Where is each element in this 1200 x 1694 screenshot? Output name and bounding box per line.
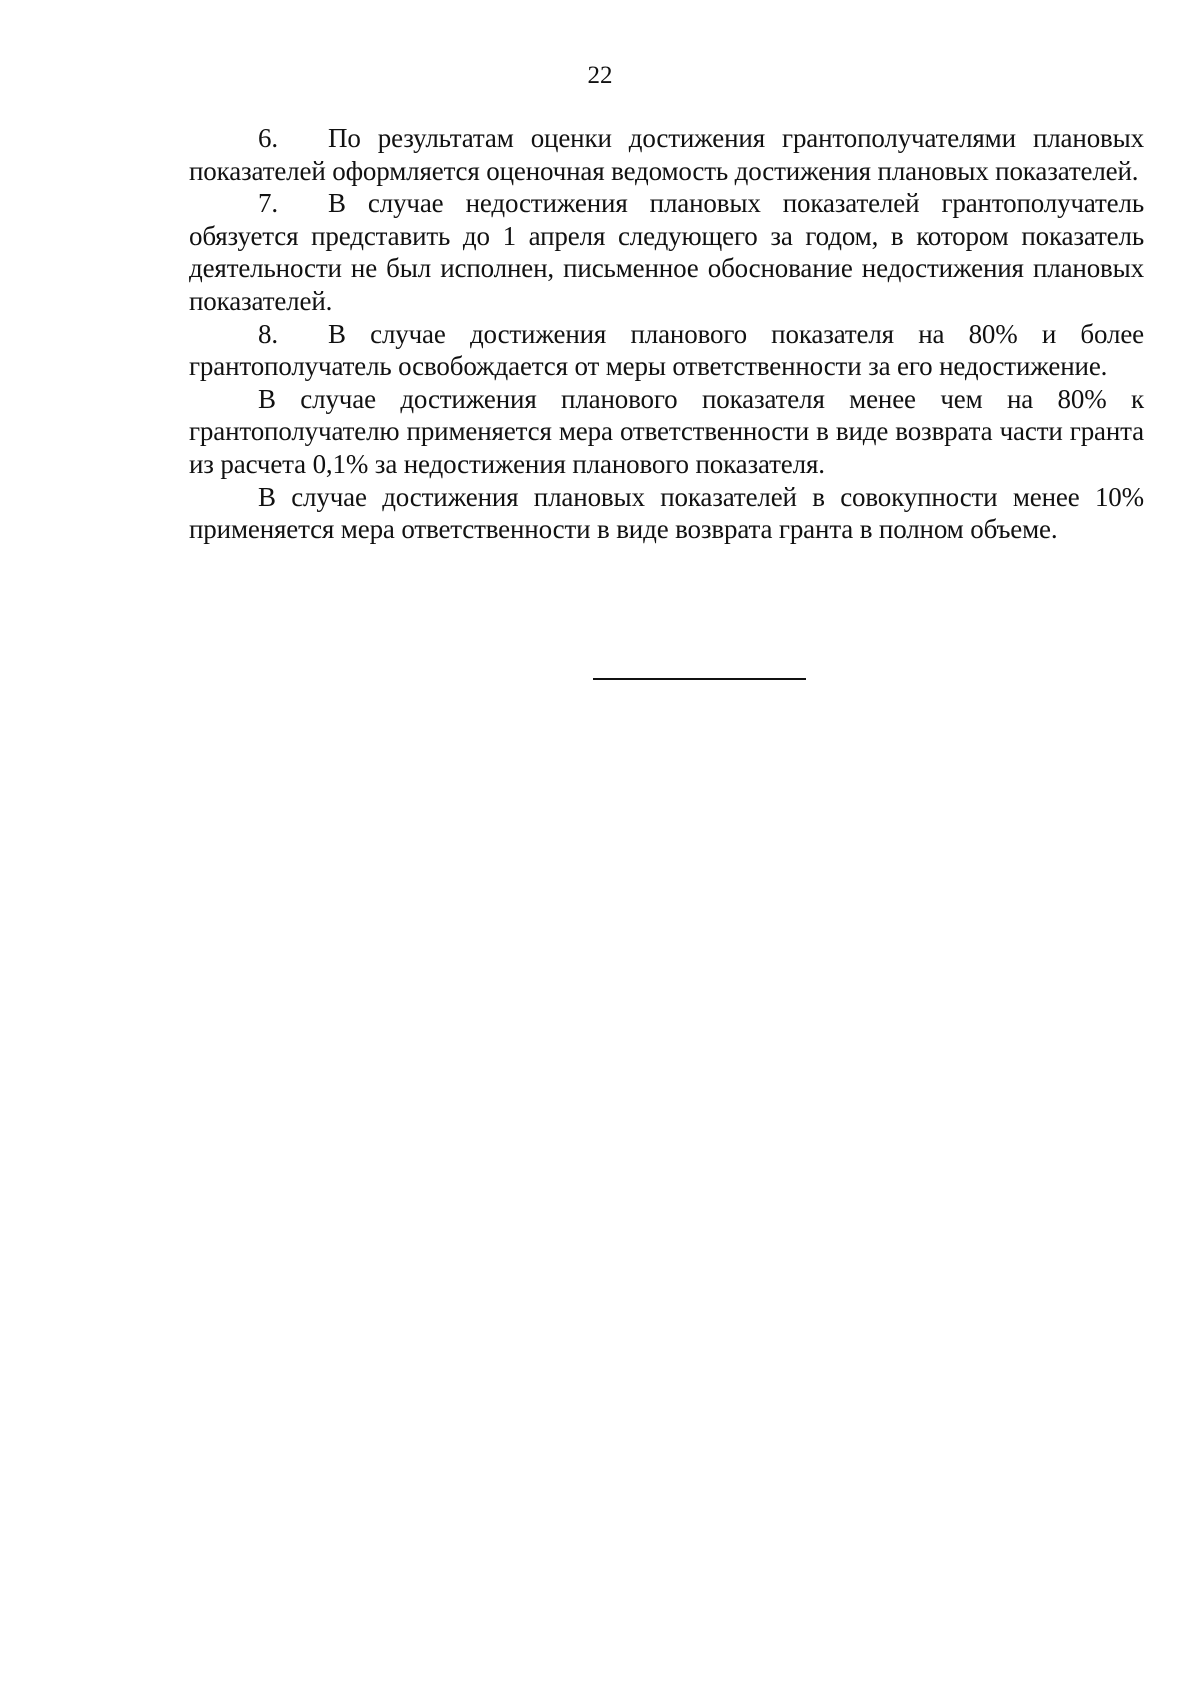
page-number: 22 — [587, 62, 613, 89]
paragraph-text: В случае достижения планового показателя на 80% и более грантополучатель освобождается от меры ответственности за его недостижение. — [189, 318, 1144, 382]
paragraph-7 — [189, 187, 1144, 317]
paragraph-number: 7. — [258, 188, 278, 219]
document-body — [189, 122, 1144, 546]
paragraph-8-continued-1 — [189, 383, 1144, 481]
paragraph-number: 8. — [258, 318, 278, 349]
paragraph-text: По результатам оценки достижения грантополучателями плановых показателей оформляется оценочная ведомость достижения плановых показателей. — [189, 123, 1144, 186]
paragraph-8 — [189, 318, 1144, 383]
end-of-document-line — [593, 678, 806, 680]
paragraph-text: В случае недостижения плановых показателей грантополучатель обязуется представить до 1 апреля следующего за годом, в котором показатель деятельности не был исполнен, письменное обоснование недостижения плановых показателей. — [189, 188, 1144, 316]
paragraph-text: В случае достижения планового показателя менее чем на 80% к грантополучателю применяется мера ответственности в виде возврата части гранта из расчета 0,1% за недостижения планового показателя. — [189, 383, 1144, 479]
paragraph-number: 6. — [258, 123, 278, 153]
paragraph-6 — [189, 122, 1144, 187]
paragraph-text: В случае достижения плановых показателей в совокупности менее 10% применяется мера ответственности в виде возврата гранта в полном объеме. — [189, 481, 1144, 545]
paragraph-8-continued-2 — [189, 481, 1144, 546]
